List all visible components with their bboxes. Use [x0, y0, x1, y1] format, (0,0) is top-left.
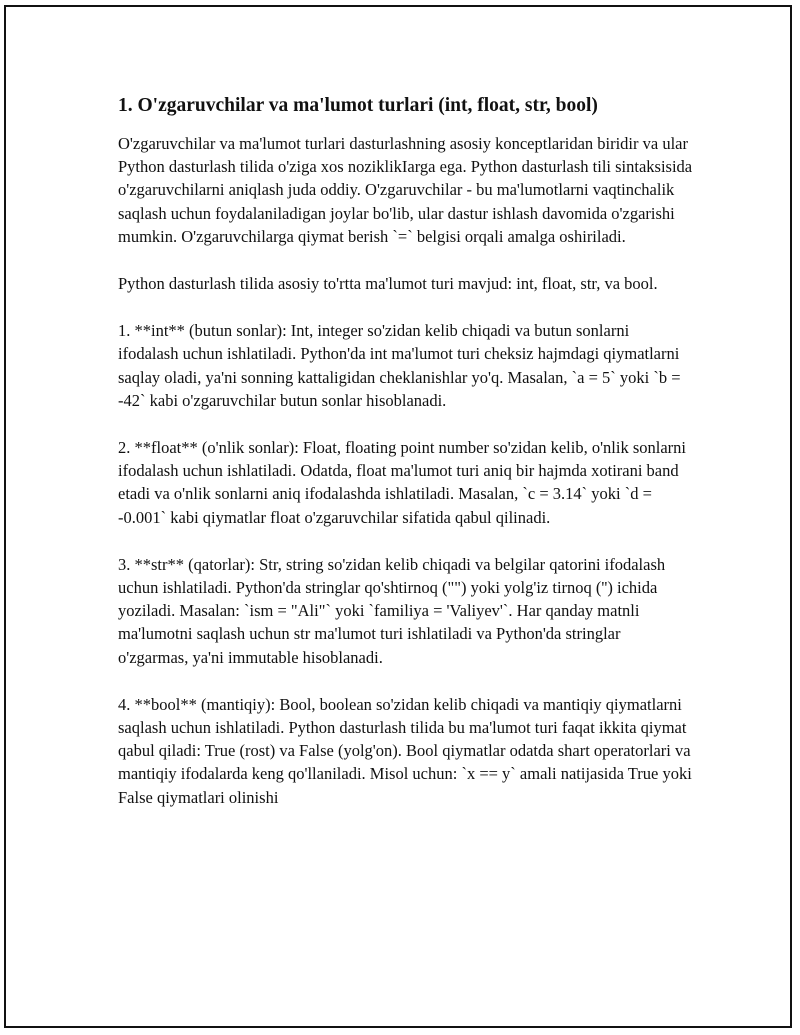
paragraph-types-overview: Python dasturlash tilida asosiy to'rtta ma'lumot turi mavjud: int, float, str, va bool.	[118, 274, 658, 294]
paragraph-float: 2. **float** (o'nlik sonlar): Float, floating point number so'zidan kelib, o'nlik sonlarni ifodalash uchun ishlatiladi. Odatda, float ma'lumot turi aniq bir hajmda xotirani band etadi va o'nlik sonlarni aniq ifodalashda ishlatiladi. Masalan, `c = 3.14` yoki `d = -0.001` kabi qiymatlar float o'zgaruvchilar sifatida qabul qilinadi.	[118, 438, 687, 527]
paragraph-str: 3. **str** (qatorlar): Str, string so'zidan kelib chiqadi va belgilar qatorini ifodalash uchun ishlatiladi. Python'da stringlar qo'shtirnoq ("") yoki yolg'iz tirnoq ('') ichida yoziladi. Masalan: `ism = "Ali"` yoki `familiya = 'Valiyev'`. Har qanday matnli ma'lumotni saqlash uchun str ma'lumot turi ishlatiladi va Python'da stringlar o'zgarmas, ya'ni immutable hisoblanadi.	[118, 554, 666, 667]
document-content	[118, 93, 693, 833]
paragraph-int: 1. **int** (butun sonlar): Int, integer so'zidan kelib chiqadi va butun sonlarni ifodalash uchun ishlatiladi. Python'da int ma'lumot turi cheksiz hajmdagi qiymatlarni saqlay oladi, ya'ni sonning kattaligidan cheklanishlar yo'q. Masalan, `a = 5` yoki `b = -42` kabi o'zgaruvchilar butun sonlar hisoblanadi.	[118, 321, 681, 410]
paragraph-bool: 4. **bool** (mantiqiy): Bool, boolean so'zidan kelib chiqadi va mantiqiy qiymatlarni saqlash uchun ishlatiladi. Python dasturlash tilida bu ma'lumot turi faqat ikkita qiymat qabul qiladi: True (rost) va False (yolg'on). Bool qiymatlar odatda shart operatorlari va mantiqiy ifodalarda keng qo'llaniladi. Misol uchun: `x == y` amali natijasida True yoki False qiymatlari olinishi	[118, 694, 692, 807]
paragraph-intro: O'zgaruvchilar va ma'lumot turlari dasturlashning asosiy konceptlaridan biridir va ular Python dasturlash tilida o'ziga xos noziklikIarga ega. Python dasturlash tili sintaksisida o'zgaruvchilarni aniqlash juda oddiy. O'zgaruvchilar - bu ma'lumotlarni vaqtinchalik saqlash uchun foydalaniladigan joylar bo'lib, ular dastur ishlash davomida o'zgarishi mumkin. O'zgaruvchilarga qiymat berish `=` belgisi orqali amalga oshiriladi.	[118, 134, 693, 246]
section-title: 1. O'zgaruvchilar va ma'lumot turlari (int, float, str, bool)	[118, 95, 598, 116]
